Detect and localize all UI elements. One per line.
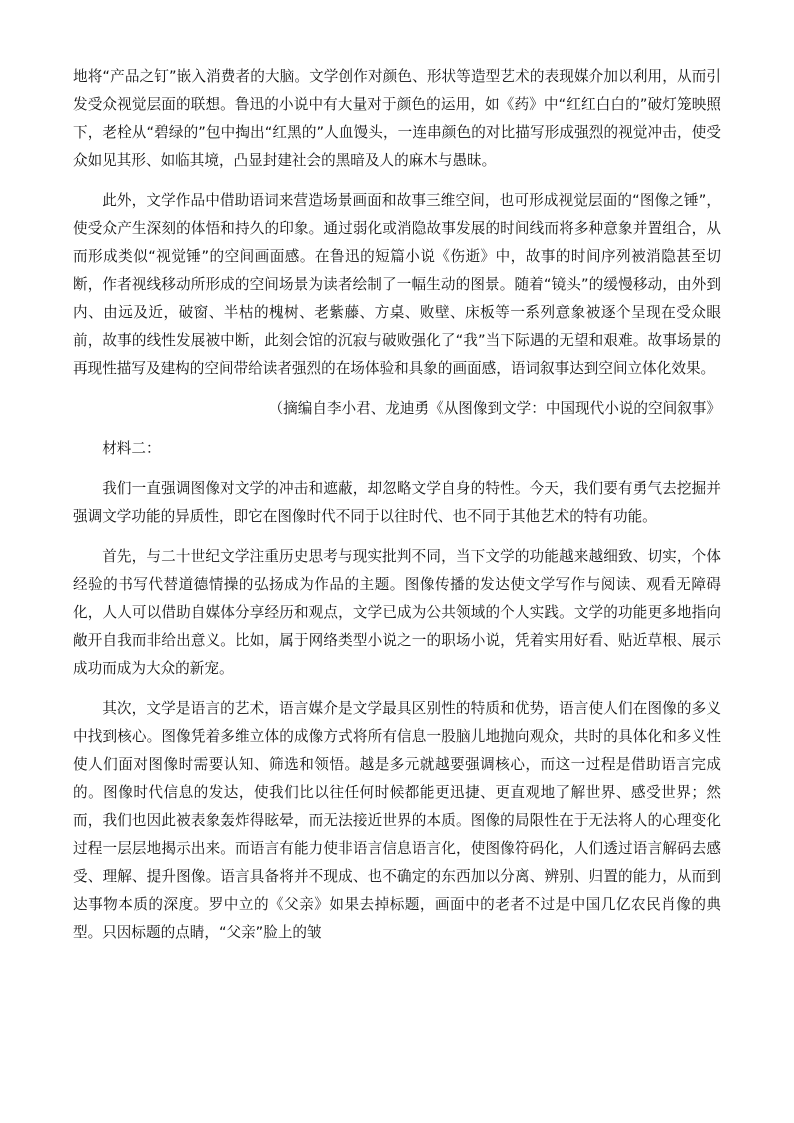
paragraph-first-point: 首先，与二十世纪文学注重历史思考与现实批判不同，当下文学的功能越来越细致、切实，个体经验的书写代替道德情操的弘扬成为作品的主题。图像传播的发达使文学写作与阅读、观看无障碍化，人人可以借助自媒体分享经历和观点，文学已成为公共领域的个人实践。文学的功能更多地指向敞开自我而非给出意义。比如，属于网络类型小说之一的职场小说，凭着实用好看、贴近草根、展示成功而成为大众的新宠。 [73, 548, 721, 677]
material-two-label: 材料二： [102, 440, 161, 457]
paragraph-continued: 地将“产品之钉”嵌入消费者的大脑。文学创作对颜色、形状等造型艺术的表现媒介加以利用，从而引发受众视觉层面的联想。鲁迅的小说中有大量对于颜色的运用，如《药》中“红红白白的”破灯笼映照下，老栓从“碧绿的”包中掏出“红黑的”人血馒头，一连串颜色的对比描写形成强烈的视觉冲击，使受众如见其形、如临其境，凸显封建社会的黑暗及人的麻木与愚昧。 [73, 68, 721, 169]
paragraph-spatial-narrative: 此外，文学作品中借助语词来营造场景画面和故事三维空间，也可形成视觉层面的“图像之锤”，使受众产生深刻的体悟和持久的印象。通过弱化或消隐故事发展的时间线而将多种意象并置组合，从而形成类似“视觉锤”的空间画面感。在鲁迅的短篇小说《伤逝》中，故事的时间序列被消隐甚至切断，作者视线移动所形成的空间场景为读者绘制了一幅生动的图景。随着“镜头”的缓慢移动，由外到内、由远及近，破窗、半枯的槐树、老紫藤、方桌、败壁、床板等一系列意象被逐个呈现在受众眼前，故事的线性发展被中断，此刻会馆的沉寂与破败强化了“我”当下际遇的无望和艰难。故事场景的再现性描写及建构的空间带给读者强烈的在场体验和具象的画面感，语词叙事达到空间立体化效果。 [73, 192, 721, 377]
source-citation: （摘编自李小君、龙迪勇《从图像到文学：中国现代小说的空间叙事》 [268, 400, 721, 417]
document-body [73, 63, 721, 959]
paragraph-second-point: 其次，文学是语言的艺术，语言媒介是文学最具区别性的特质和优势，语言使人们在图像的多义中找到核心。图像凭着多维立体的成像方式将所有信息一股脑儿地抛向观众，共时的具体化和多义性使人们面对图像时需要认知、筛选和领悟。越是多元就越要强调核心，而这一过程是借助语言完成的。图像时代信息的发达，使我们比以往任何时候都能更迅捷、更直观地了解世界、感受世界；然而，我们也因此被表象轰炸得眩晕，而无法接近世界的本质。图像的局限性在于无法将人的心理变化过程一层层地揭示出来。而语言有能力使非语言信息语言化，使图像符码化，人们透过语言解码去感受、理解、提升图像。语言具备将并不现成、也不确定的东西加以分离、辨别、归置的能力，从而到达事物本质的深度。罗中立的《父亲》如果去掉标题，画面中的老者不过是中国几亿农民肖像的典型。只因标题的点睛，“父亲”脸上的皱 [73, 700, 721, 941]
paragraph-literature-features: 我们一直强调图像对文学的冲击和遮蔽，却忽略文学自身的特性。今天，我们要有勇气去挖掘并强调文学功能的异质性，即它在图像时代不同于以往时代、也不同于其他艺术的特有功能。 [73, 480, 721, 525]
